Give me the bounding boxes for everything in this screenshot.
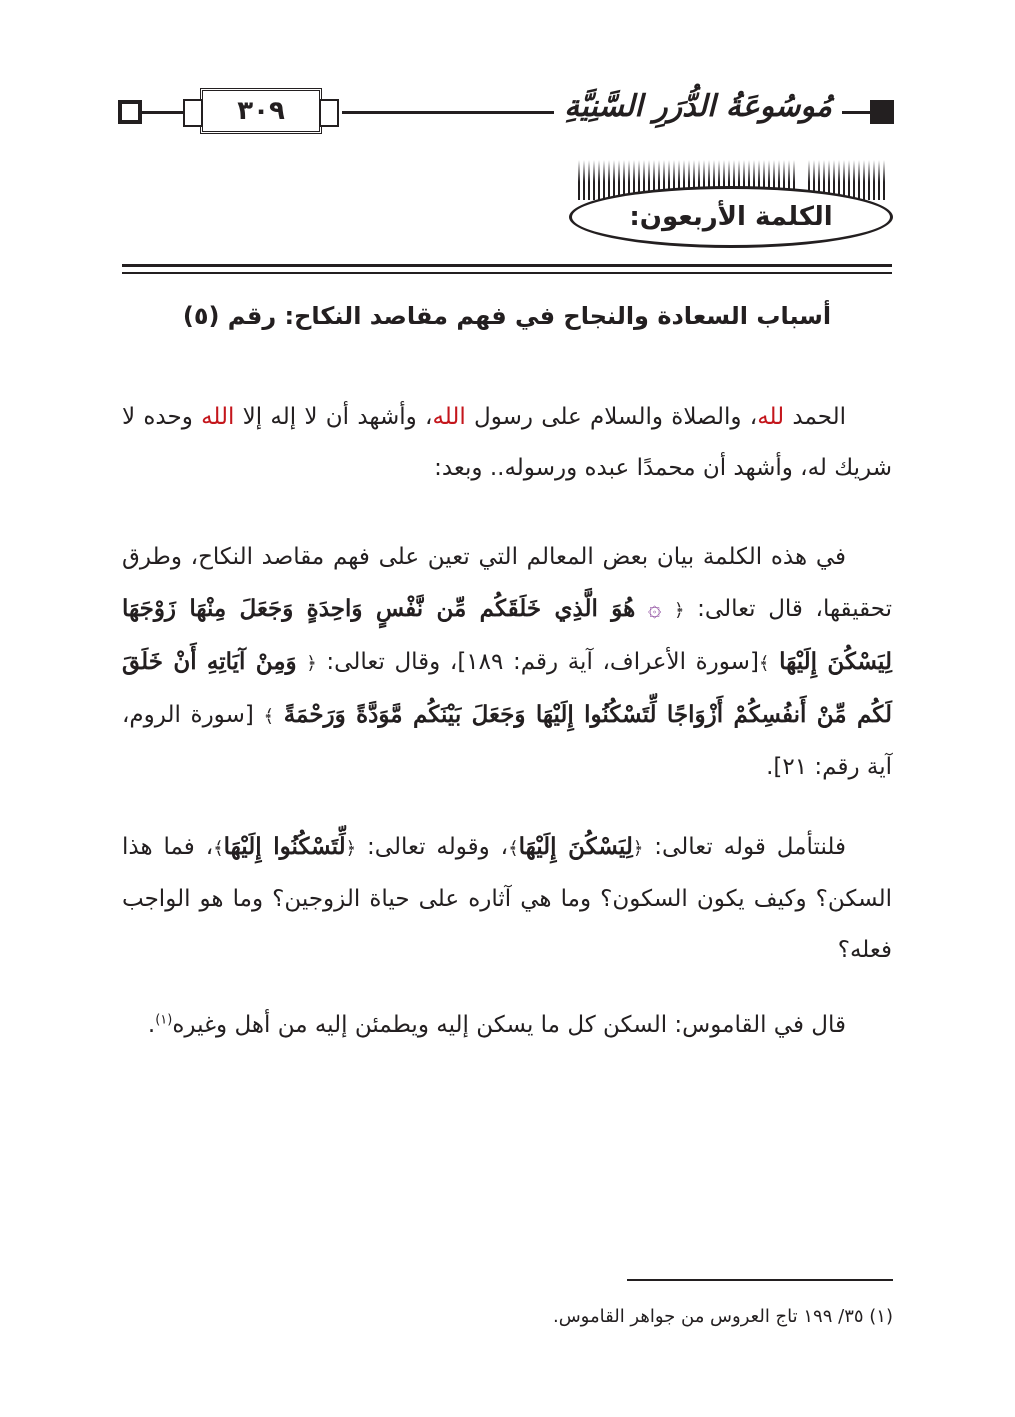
text: . xyxy=(147,1012,156,1038)
text: فلنتأمل قوله تعالى: xyxy=(643,834,846,860)
text: قال في القاموس: السكن كل ما يسكن إليه ويطمئن إليه من أهل وغيره xyxy=(172,1012,846,1038)
page-number-frame xyxy=(200,88,322,134)
verse-close-bracket: ﴾ xyxy=(263,706,275,727)
divine-name: لله xyxy=(757,404,785,430)
divine-name: الله xyxy=(432,404,466,430)
text: [سورة الروم، آية رقم: ٢١]. xyxy=(122,702,892,780)
paragraph-verses xyxy=(122,532,892,793)
article-body xyxy=(122,392,892,1051)
divine-name: الله xyxy=(201,404,235,430)
page-header xyxy=(118,80,894,146)
text: ، والصلاة والسلام على رسول xyxy=(465,404,758,430)
quran-verse: لِّتَسْكُنُوا إِلَيْهَا xyxy=(223,833,346,860)
header-square-solid xyxy=(870,100,894,124)
verse-close-bracket: ﴾ xyxy=(758,653,770,674)
quran-verse: وَمِنْ آيَاتِهِ أَنْ خَلَقَ لَكُم مِّنْ أَنفُسِكُمْ أَزْوَاجًا لِّتَسْكُنُوا إِلَيْهَا وَجَعَلَ بَيْنَكُم مَّوَدَّةً وَرَحْمَةً xyxy=(122,648,892,728)
text: ، فما هذا السكن؟ وكيف يكون السكون؟ وما هي آثاره على حياة الزوجين؟ وما هو الواجب فعله؟ xyxy=(122,834,892,963)
footnote-text: (١) ٣٥/ ١٩٩ تاج العروس من جواهر القاموس. xyxy=(552,1306,893,1327)
rub-el-hizb-icon: ۞ xyxy=(647,596,662,622)
verse-close-bracket: ﴾ xyxy=(508,838,519,859)
chapter-label: الكلمة الأربعون: xyxy=(629,202,833,232)
series-title: مُوسُوعَةُ الدُّرَرِ السَّنِيَّةِ xyxy=(554,84,842,130)
verse-open-bracket: ﴿ xyxy=(673,600,685,621)
text: [سورة الأعراف، آية رقم: ١٨٩]، وقال تعالى: xyxy=(316,649,759,675)
text: الحمد xyxy=(784,404,847,430)
text: ، وأشهد أن لا إله إلا xyxy=(234,404,433,430)
section-divider xyxy=(122,264,892,274)
paragraph-dictionary xyxy=(122,1000,892,1051)
article-title: أسباب السعادة والنجاح في فهم مقاصد النكاح: رقم (٥) xyxy=(182,302,832,330)
paragraph-reflection xyxy=(122,821,892,976)
badge-oval xyxy=(569,186,893,248)
footnote-marker[interactable]: (١) xyxy=(155,1012,173,1028)
header-square-outline xyxy=(118,100,142,124)
quran-verse: هُوَ الَّذِي خَلَقَكُم مِّن نَّفْسٍ وَاحِدَةٍ وَجَعَلَ مِنْهَا زَوْجَهَا لِيَسْكُنَ إِلَيْهَا xyxy=(122,595,893,675)
verse-open-bracket: ﴿ xyxy=(306,653,317,674)
chapter-badge xyxy=(569,152,893,250)
verse-open-bracket: ﴿ xyxy=(632,838,644,859)
verse-open-bracket: ﴿ xyxy=(345,838,357,859)
quran-verse: لِيَسْكُنَ إِلَيْهَا xyxy=(518,833,633,860)
paragraph-opening xyxy=(122,392,892,494)
footnote-separator xyxy=(627,1279,893,1281)
text: وحده لا شريك له، وأشهد أن محمدًا عبده ورسوله.. وبعد: xyxy=(122,404,892,481)
page-number: ٣٠٩ xyxy=(237,96,285,126)
text: ، وقوله تعالى: xyxy=(356,834,509,860)
verse-close-bracket: ﴾ xyxy=(213,838,224,859)
text: في هذه الكلمة بيان بعض المعالم التي تعين على فهم مقاصد النكاح، وطرق تحقيقها، قال تعالى: xyxy=(122,544,893,622)
